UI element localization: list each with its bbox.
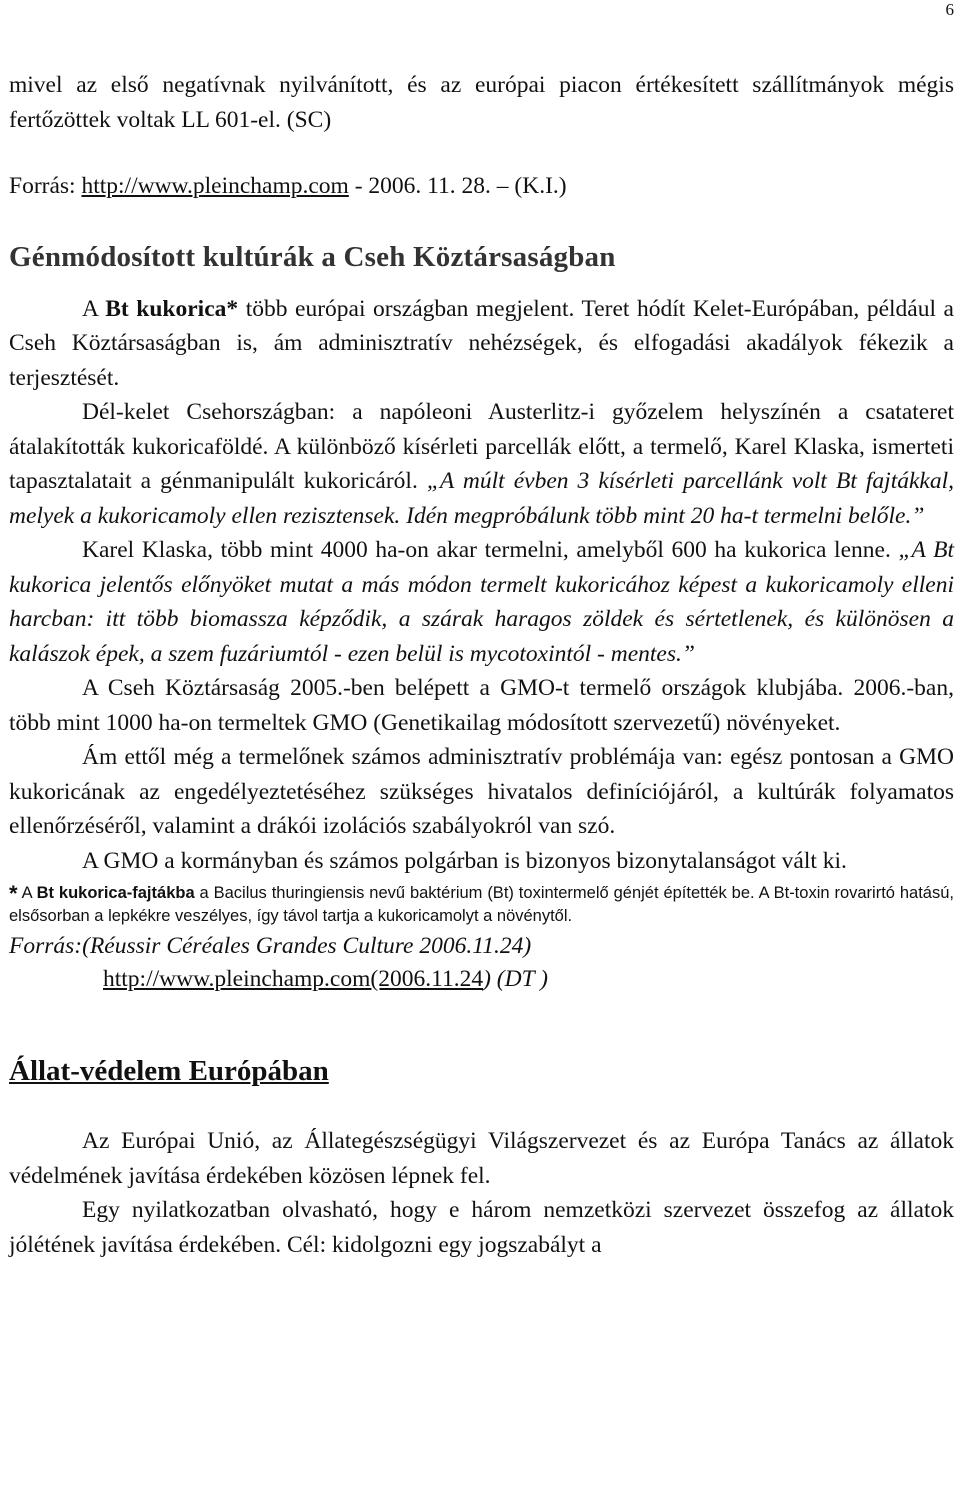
source-citation: Forrás:(Réussir Céréales Grandes Culture 2006.11.24) [9, 933, 532, 959]
source-citation-suffix: ) (DT ) [483, 966, 548, 992]
page-number: 6 [945, 0, 954, 19]
section-title-gmo-czech: Génmódosított kultúrák a Cseh Köztársaságban [9, 240, 616, 273]
paragraph-admin-problems: Ám ettől még a termelőnek számos adminisztratív problémája van: egész pontosan a GMO kukoricának az engedélyeztetéséhez szükséges hivatalos definíciójáról, a kultúrák folyamatos ellenőrzéséről, valamint a drákói izolációs szabályokról van szó. [9, 744, 954, 839]
p1-rest: több európai országban megjelent. Teret hódít Kelet-Európában, például a Cseh Köztársaságban is, ám adminisztratív nehézségek, és elfogadási akadályok fékezik a terjesztését. [9, 295, 954, 391]
section-title-animal-protection: Állat-védelem Európában [9, 1055, 329, 1087]
p1-prefix: A [82, 295, 106, 322]
p2-quote: „A múlt évben 3 kísérleti parcellánk volt Bt fajtákkal, melyek a kukoricamoly ellen rezisztensek. Idén megpróbálunk több mint 20 ha-t termelni belőle.” [9, 468, 954, 529]
footnote-star: * [9, 881, 18, 906]
paragraph-eu-oie: Az Európai Unió, az Állategészségügyi Világszervezet és az Európa Tanács az állatok védelmének javítása érdekében közösen lépnek fel. [9, 1128, 954, 1189]
footnote-rest: a Bacilus thuringiensis nevű baktérium (Bt) toxintermelő génjét építették be. A Bt-toxin rovarirtó hatású, elsősorban a lepkékre veszélyes, így távol tartja a kukoricamolyt a növénytől. [9, 884, 954, 925]
footnote-bold-term: Bt kukorica-fajtákba [36, 884, 195, 902]
footnote [9, 882, 954, 928]
p2-text: Dél-kelet Csehországban: a napóleoni Austerlitz-i győzelem helyszínén a csatateret átalakították kukoricaföldé. A különböző kísérleti parcellák előtt, a termelő, Karel Klaska, ismerteti tapasztalatait a génmanipulált kukoricáról. [9, 399, 954, 494]
document-body [9, 68, 954, 1262]
source-suffix: - 2006. 11. 28. – (K.I.) [348, 173, 567, 199]
paragraph-bt-corn [9, 292, 954, 396]
paragraph-austerlitz [9, 395, 954, 533]
source-line [9, 169, 954, 204]
paragraph-uncertainty: A GMO a kormányban és számos polgárban is bizonyos bizonytalanságot vált ki. [82, 847, 847, 874]
footnote-prefix: A [17, 884, 37, 902]
paragraph-gmo-club: A Cseh Köztársaság 2005.-ben belépett a GMO-t termelő országok klubjába. 2006.-ban, több mint 1000 ha-on termeltek GMO (Genetikailag módosított szervezetű) növényeket. [9, 675, 954, 736]
source-citation-link-line [103, 963, 954, 996]
source-citation-link[interactable]: http://www.pleinchamp.com(2006.11.24 [103, 966, 484, 992]
intro-paragraph: mivel az első negatívnak nyilvánított, és az európai piacon értékesített szállítmányok mégis fertőzöttek voltak LL 601-el. (SC) [9, 72, 954, 133]
paragraph-declaration: Egy nyilatkozatban olvasható, hogy e három nemzetközi szervezet összefog az állatok jólétének javítása érdekében. Cél: kidolgozni egy jogszabályt a [9, 1197, 954, 1258]
p3-quote: „A Bt kukorica jelentős előnyöket mutat a más módon termelt kukoricához képest a kukoricamoly elleni harcban: itt több biomassza képződik, a szárak haragos zöldek és sértetlenek, és különösen a kalászok épek, a szem fuzáriumtól - ezen belül is mycotoxintól - mentes.” [9, 537, 954, 667]
source-link[interactable]: http://www.pleinchamp.com [81, 173, 349, 199]
p1-bold-term: Bt kukorica* [105, 295, 239, 322]
p3-text: Karel Klaska, több mint 4000 ha-on akar termelni, amelyből 600 ha kukorica lenne. [82, 537, 899, 563]
paragraph-klaska [9, 533, 954, 671]
source-prefix: Forrás: [9, 173, 82, 199]
